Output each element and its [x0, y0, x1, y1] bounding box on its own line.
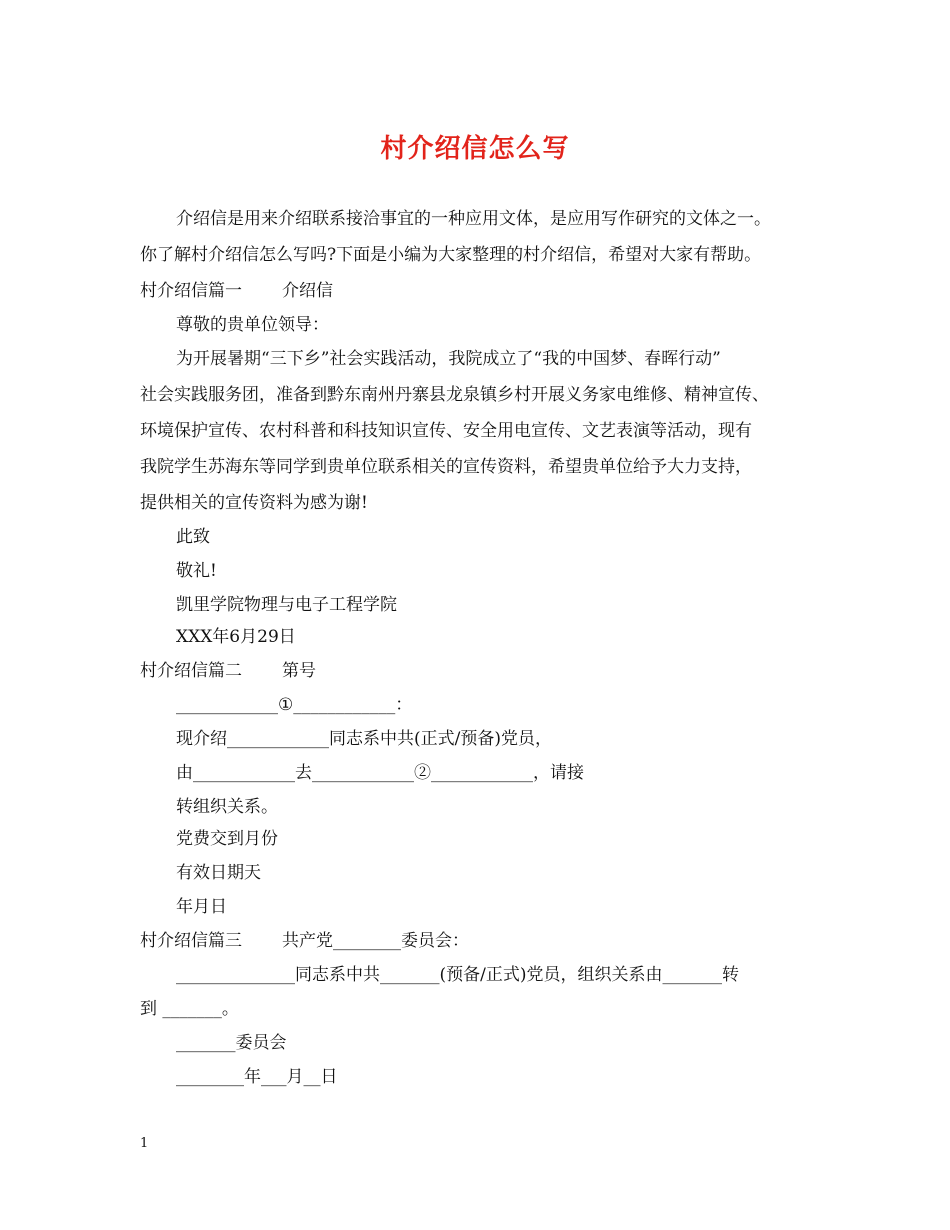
intro-line-2: 你了解村介绍信怎么写吗?下面是小编为大家整理的村介绍信，希望对大家有帮助。: [140, 245, 762, 265]
section1-date: XXX年6月29日: [176, 627, 296, 647]
section3-line-4: ________年___月__日: [176, 1067, 338, 1087]
intro-line-1: 介绍信是用来介绍联系接洽事宜的一种应用文体，是应用写作研究的文体之一。: [176, 209, 771, 229]
section1-body-line: 我院学生苏海东等同学到贵单位联系相关的宣传资料，希望贵单位给予大力支持，: [140, 457, 752, 477]
section3-heading-suffix: 共产党________委员会：: [282, 931, 469, 951]
page-number: 1: [140, 1136, 149, 1151]
section1-body-line: 为开展暑期“三下乡”社会实践活动，我院成立了“我的中国梦、春晖行动”: [176, 349, 721, 369]
section2-line: 有效日期天: [176, 863, 261, 883]
section1-signature: 凯里学院物理与电子工程学院: [176, 595, 397, 615]
section1-heading-row: [140, 280, 333, 302]
section2-line: 党费交到月份: [176, 829, 278, 849]
section2-line: ____________①____________：: [176, 695, 413, 715]
section2-line: 年月日: [176, 897, 227, 917]
section2-line: 现介绍____________同志系中共(正式/预备)党员，: [176, 729, 552, 749]
document-title: 村介绍信怎么写: [380, 134, 570, 164]
section1-heading-suffix: 介绍信: [282, 281, 333, 301]
section2-heading-row: [140, 660, 316, 682]
section1-salutation: 尊敬的贵单位领导：: [176, 315, 329, 335]
section2-heading: 村介绍信篇二: [140, 661, 242, 681]
section1-body-line: 环境保护宣传、农村科普和科技知识宣传、安全用电宣传、文艺表演等活动，现有: [140, 421, 752, 441]
section1-closing-2: 敬礼!: [176, 561, 217, 581]
section1-body-line: 提供相关的宣传资料为感为谢!: [140, 493, 368, 513]
section1-body-line: 社会实践服务团，准备到黔东南州丹寨县龙泉镇乡村开展义务家电维修、精神宣传、: [140, 385, 769, 405]
section3-heading-row: [140, 930, 469, 952]
section1-closing-1: 此致: [176, 527, 210, 547]
section2-heading-suffix: 第号: [282, 661, 316, 681]
section2-line: 由____________去____________②____________，请接: [176, 763, 584, 783]
section2-line: 转组织关系。: [176, 797, 278, 817]
section3-line-1: ______________同志系中共_______(预备/正式)党员，组织关系由_______转: [176, 965, 739, 985]
section3-heading: 村介绍信篇三: [140, 931, 242, 951]
section3-line-3: _______委员会: [176, 1033, 287, 1053]
section3-line-2: 到 _______。: [140, 999, 239, 1019]
section1-heading: 村介绍信篇一: [140, 281, 242, 301]
